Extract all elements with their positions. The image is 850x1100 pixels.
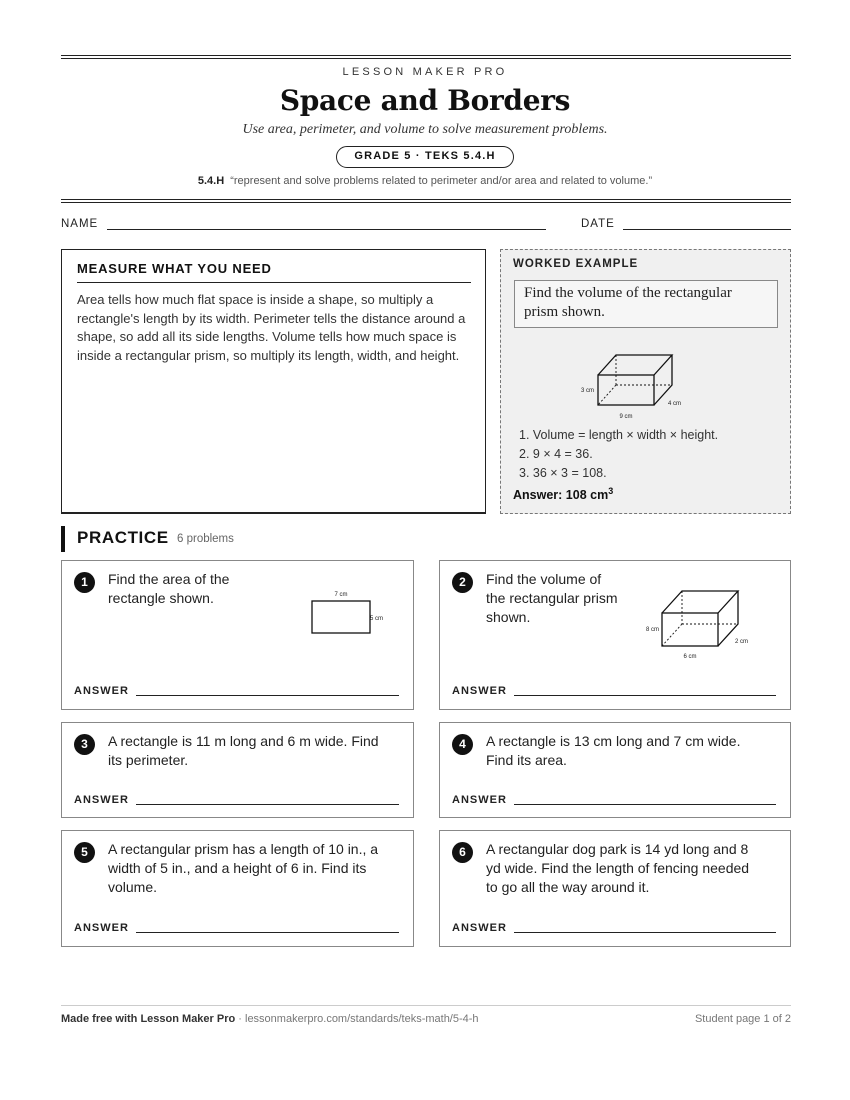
concept-body: Area tells how much flat space is inside a shape, so multiply a rectangle's length by its width. Perimeter tells the distance around a shape, so add all its side lengths. Volume tells how much space is inside a rectangular prism, so multiply its length, width, and height. bbox=[77, 292, 466, 363]
grade-badge: GRADE 5 · TEKS 5.4.H bbox=[336, 146, 514, 168]
rectangle-side-label: 5 cm bbox=[370, 616, 384, 622]
worked-example-heading: WORKED EXAMPLE bbox=[513, 258, 639, 270]
problem-card-5 bbox=[61, 830, 414, 947]
step-1: 1. Volume = length × width × height. bbox=[519, 428, 719, 442]
problem-text: A rectangle is 13 cm long and 7 cm wide. Find its area. bbox=[486, 733, 741, 768]
header-rule bbox=[61, 199, 791, 200]
answer-line[interactable] bbox=[514, 932, 776, 933]
step-3: 3. 36 × 3 = 108. bbox=[519, 466, 607, 480]
prism-side-face bbox=[718, 591, 738, 646]
top-rule-inner bbox=[61, 58, 791, 59]
page-subtitle: Use area, perimeter, and volume to solve measurement problems. bbox=[242, 122, 608, 137]
prism-figure bbox=[640, 585, 760, 663]
worked-example-answer: Answer: 108 $cm^3$ bbox=[513, 486, 614, 503]
standard-text: “represent and solve problems related to perimeter and/or area and related to volume.” bbox=[230, 175, 653, 187]
date-field[interactable] bbox=[623, 229, 791, 230]
answer-label: ANSWER bbox=[452, 922, 507, 934]
answer-line[interactable] bbox=[136, 804, 399, 805]
footer-url[interactable]: lessonmakerpro.com/standards/teks-math/5-4-h bbox=[245, 1013, 479, 1025]
rectangle-shape bbox=[312, 601, 370, 633]
footer-credit: Made free with Lesson Maker Pro · lessonmakerpro.com/standards/teks-math/5-4-h bbox=[61, 1013, 479, 1025]
problem-card-1 bbox=[61, 560, 414, 710]
answer-label: ANSWER bbox=[74, 794, 129, 806]
answer-line[interactable] bbox=[514, 695, 776, 696]
practice-heading: PRACTICE bbox=[77, 528, 169, 547]
problem-number: 3 bbox=[74, 734, 95, 755]
problem-text: A rectangle is 11 m long and 6 m wide. Find its perimeter. bbox=[108, 733, 379, 768]
problem-text: A rectangular prism has a length of 10 in., a width of 5 in., and a height of 6 in. Find its volume. bbox=[108, 841, 379, 895]
problem-number: 4 bbox=[452, 734, 473, 755]
problem-card-4 bbox=[439, 722, 791, 818]
answer-label: ANSWER bbox=[74, 922, 129, 934]
prism-front-face bbox=[662, 613, 718, 646]
problem-text: Find the area of the rectangle shown. bbox=[108, 571, 230, 606]
name-label: NAME bbox=[61, 218, 99, 230]
concept-heading: MEASURE WHAT YOU NEED bbox=[77, 261, 471, 283]
problem-number: 5 bbox=[74, 842, 95, 863]
answer-label: ANSWER bbox=[452, 794, 507, 806]
rectangle-figure bbox=[308, 587, 388, 637]
problem-card-2 bbox=[439, 560, 791, 710]
prism-front-face bbox=[598, 375, 654, 405]
footer-page-number: Student page 1 of 2 bbox=[694, 1013, 791, 1025]
prism-top-face bbox=[598, 355, 672, 375]
name-field[interactable] bbox=[107, 229, 546, 230]
problem-card-6 bbox=[439, 830, 791, 947]
problem-number: 6 bbox=[452, 842, 473, 863]
practice-count: 6 problems bbox=[177, 533, 234, 545]
worked-example-steps bbox=[519, 426, 718, 483]
rectangle-top-label: 7 cm bbox=[334, 592, 348, 598]
answer-line[interactable] bbox=[136, 695, 399, 696]
date-label: DATE bbox=[581, 218, 615, 230]
answer-label: ANSWER bbox=[452, 685, 507, 697]
worked-example-prism-figure bbox=[576, 347, 716, 425]
page-title: Space and Borders bbox=[279, 84, 571, 117]
concept-box bbox=[61, 249, 486, 514]
prism-height-label: 3 cm bbox=[580, 388, 594, 394]
answer-label: ANSWER bbox=[74, 685, 129, 697]
standard-code: 5.4.H bbox=[197, 175, 225, 187]
practice-accent-bar bbox=[61, 526, 65, 552]
worked-example-box bbox=[500, 249, 791, 514]
top-rule bbox=[61, 55, 791, 56]
prism-height-label: 8 cm bbox=[645, 627, 659, 633]
answer-line[interactable] bbox=[514, 804, 776, 805]
worked-example-question: Find the volume of the rectangular prism shown. bbox=[514, 280, 778, 328]
problem-text: Find the volume of the rectangular prism shown. bbox=[486, 571, 618, 625]
prism-top-face bbox=[662, 591, 738, 613]
answer-line[interactable] bbox=[136, 932, 399, 933]
brand-name: LESSON MAKER PRO bbox=[342, 66, 508, 78]
footer-rule bbox=[61, 1005, 791, 1006]
prism-depth-label: 4 cm bbox=[668, 401, 682, 407]
problem-text: A rectangular dog park is 14 yd long and 8 yd wide. Find the length of fencing needed to go all the way around it. bbox=[486, 841, 750, 895]
footer-brand: Made free with Lesson Maker Pro bbox=[61, 1013, 236, 1025]
prism-length-label: 9 cm bbox=[619, 414, 633, 420]
problem-number: 2 bbox=[452, 572, 473, 593]
prism-side-face bbox=[654, 355, 672, 405]
header-rule-inner bbox=[61, 202, 791, 203]
problem-card-3 bbox=[61, 722, 414, 818]
prism-depth-label: 2 cm bbox=[735, 639, 749, 645]
problem-number: 1 bbox=[74, 572, 95, 593]
step-2: 2. 9 × 4 = 36. bbox=[519, 447, 593, 461]
standard-line bbox=[0, 175, 850, 187]
prism-length-label: 6 cm bbox=[683, 654, 697, 660]
